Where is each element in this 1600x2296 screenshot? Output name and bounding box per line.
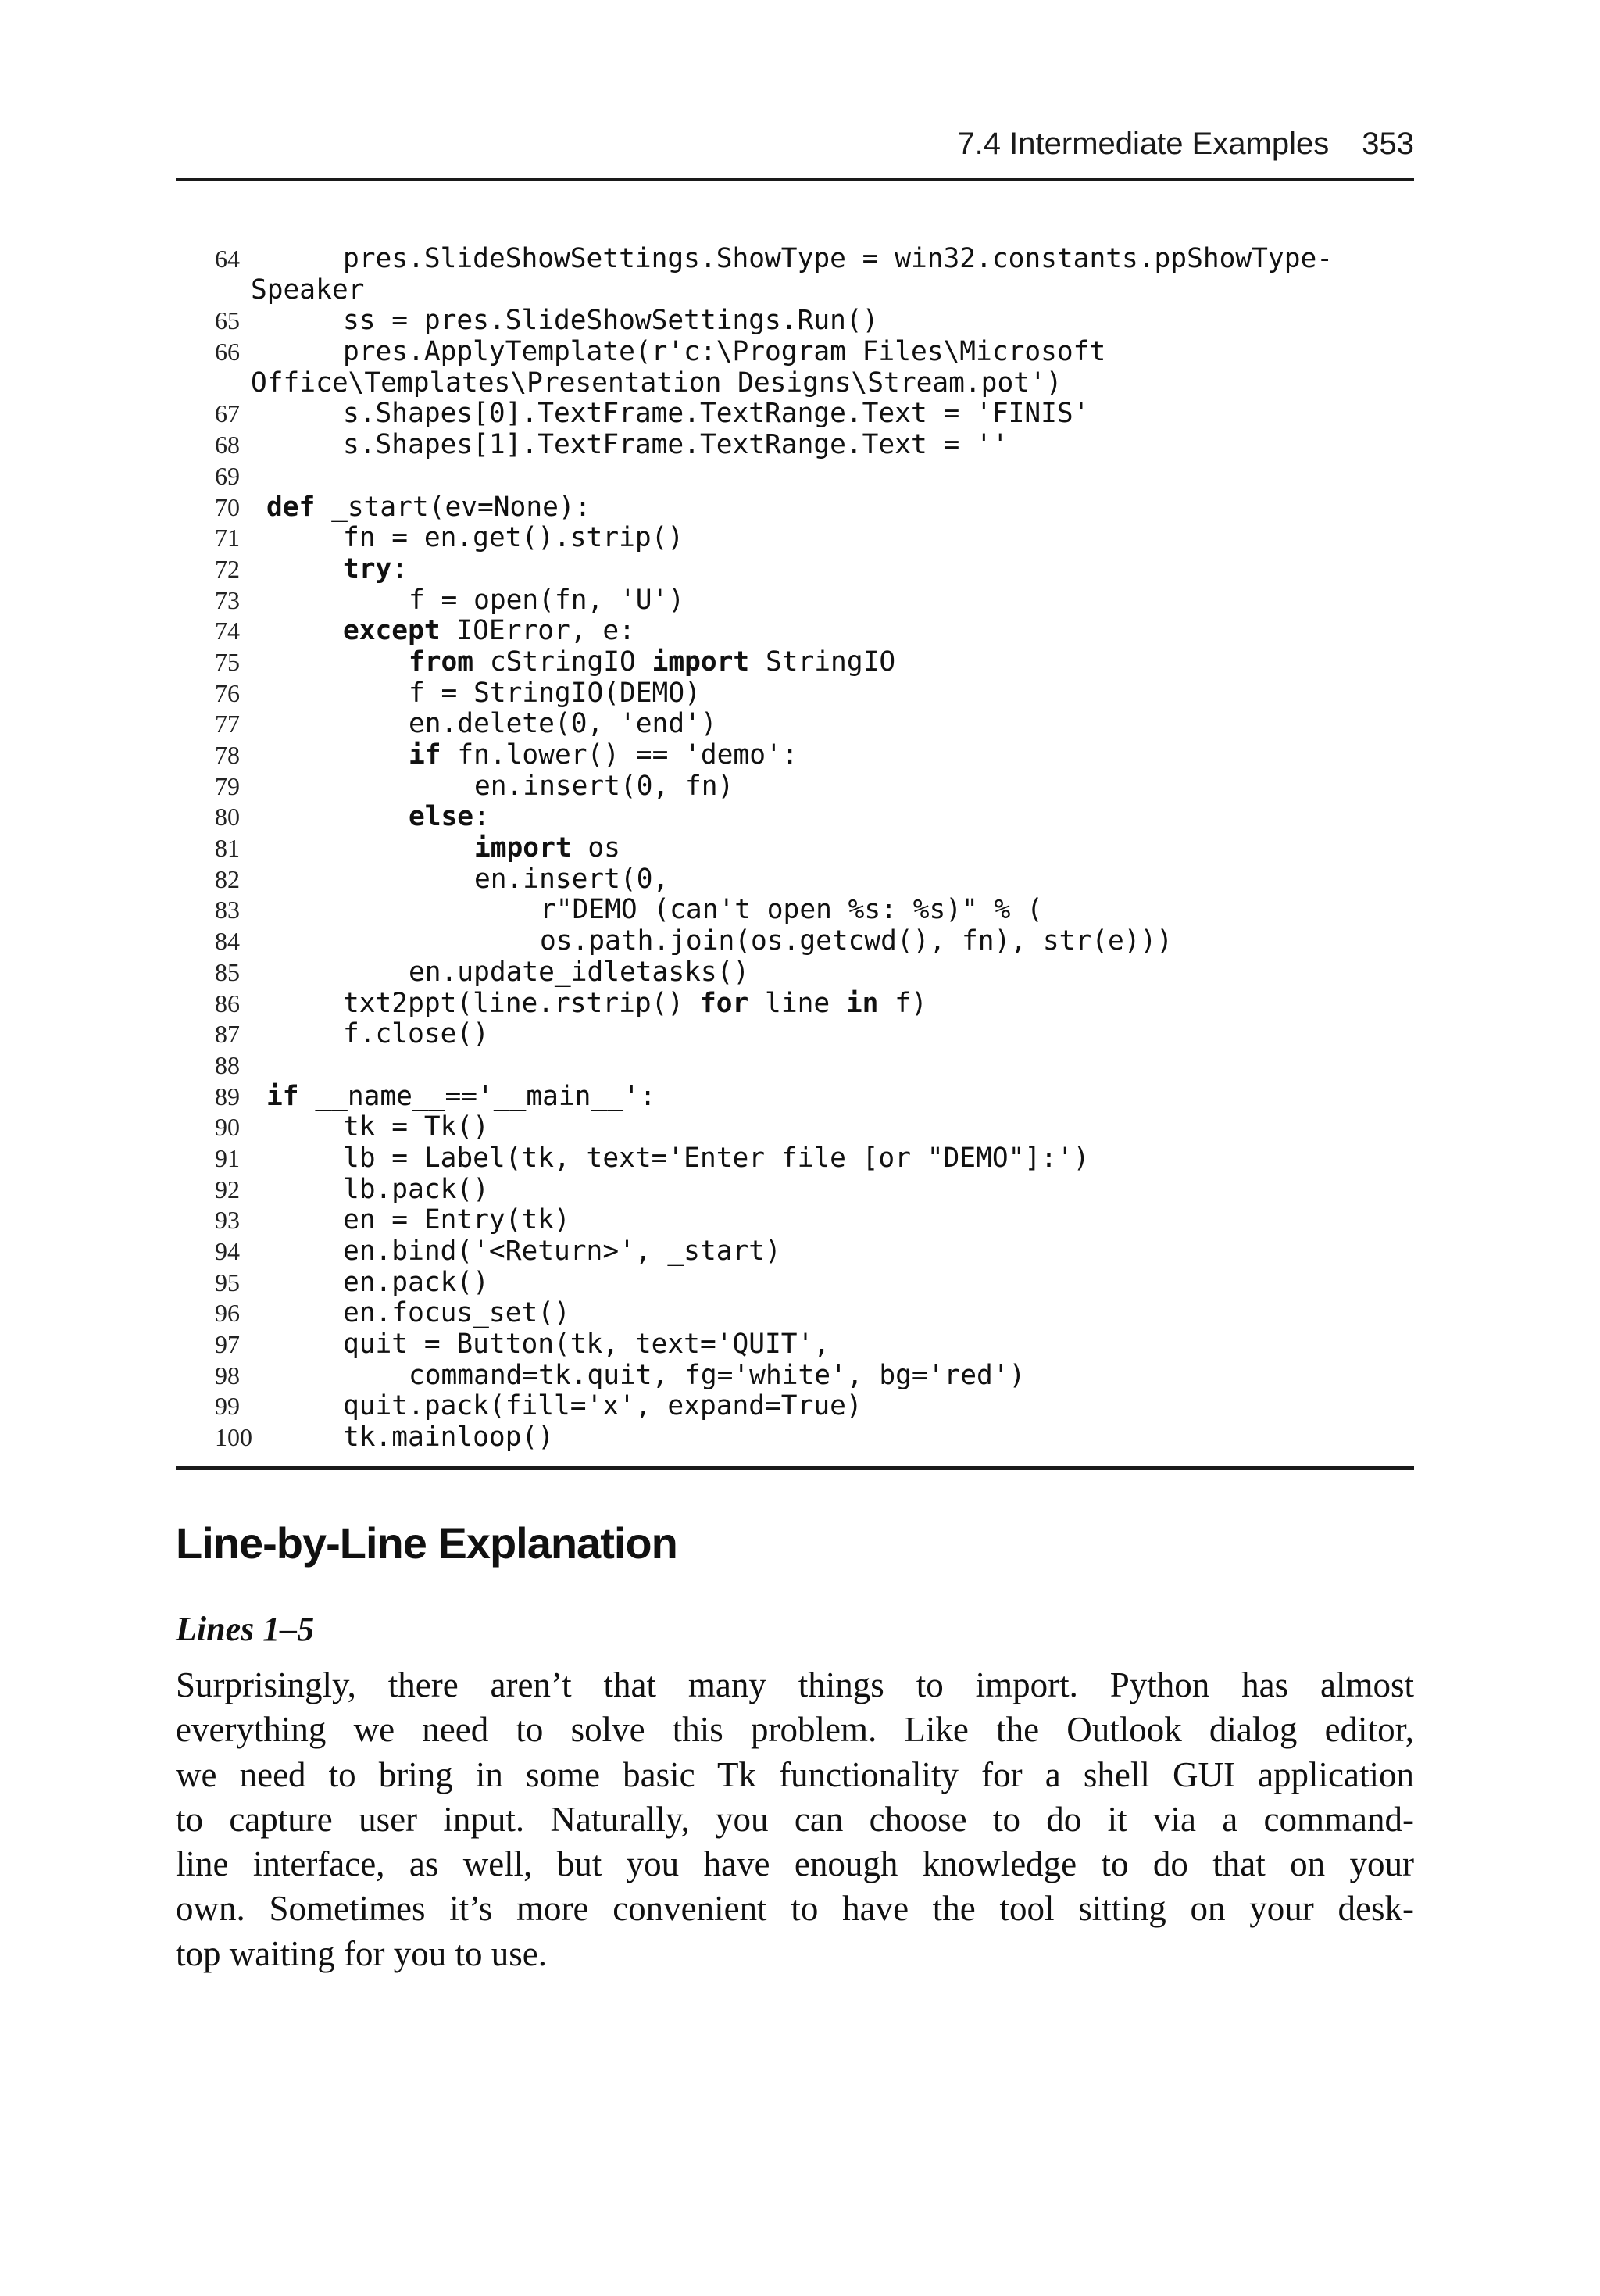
line-code: ss = pres.SlideShowSettings.Run() bbox=[343, 305, 879, 337]
body-line: everything we need to solve this problem. Like the Outlook dialog editor, bbox=[176, 1710, 1414, 1750]
line-code: en.delete(0, 'end') bbox=[409, 708, 717, 740]
body-line: we need to bring in some basic Tk functionality for a shell GUI application bbox=[176, 1754, 1414, 1794]
code-line bbox=[176, 1422, 1414, 1454]
line-code: en.insert(0, bbox=[474, 863, 670, 895]
line-code: en.update_idletasks() bbox=[409, 956, 750, 988]
line-code: quit.pack(fill='x', expand=True) bbox=[343, 1390, 862, 1422]
code-line bbox=[176, 1019, 1414, 1050]
code-line bbox=[176, 554, 1414, 585]
line-code: except IOError, e: bbox=[343, 615, 635, 647]
line-number: 78 bbox=[215, 741, 240, 769]
line-number: 94 bbox=[215, 1237, 240, 1265]
line-number: 82 bbox=[215, 864, 240, 893]
code-line bbox=[176, 1236, 1414, 1268]
line-number: 80 bbox=[215, 803, 240, 831]
line-code: else: bbox=[409, 801, 490, 833]
line-code: tk = Tk() bbox=[343, 1111, 489, 1143]
line-code: en.focus_set() bbox=[343, 1297, 570, 1329]
line-number: 65 bbox=[215, 306, 240, 335]
code-line bbox=[176, 1298, 1414, 1329]
line-number: 83 bbox=[215, 896, 240, 924]
line-number: 77 bbox=[215, 710, 240, 739]
code-line bbox=[176, 1143, 1414, 1175]
code-line bbox=[176, 709, 1414, 740]
code-line bbox=[176, 275, 1414, 306]
line-code: pres.ApplyTemplate(r'c:\Program Files\Microsoft bbox=[343, 336, 1106, 368]
code-line bbox=[176, 585, 1414, 617]
subsection-title: Lines 1–5 bbox=[176, 1610, 315, 1648]
line-code: if __name__=='__main__': bbox=[266, 1080, 656, 1112]
line-code: r"DEMO (can't open %s: %s)" % ( bbox=[540, 894, 1043, 926]
line-code: txt2ppt(line.rstrip() for line in f) bbox=[343, 987, 927, 1019]
line-code: s.Shapes[0].TextFrame.TextRange.Text = 'FINIS' bbox=[343, 398, 1090, 430]
code-line bbox=[176, 430, 1414, 461]
body-line: line interface, as well, but you have enough knowledge to do that on your bbox=[176, 1844, 1414, 1884]
code-line bbox=[176, 678, 1414, 710]
line-code: lb.pack() bbox=[343, 1173, 489, 1205]
line-number: 86 bbox=[215, 989, 240, 1017]
line-number: 79 bbox=[215, 771, 240, 800]
code-line bbox=[176, 833, 1414, 864]
code-line bbox=[176, 461, 1414, 492]
code-line bbox=[176, 802, 1414, 833]
code-line bbox=[176, 1361, 1414, 1392]
line-number: 96 bbox=[215, 1299, 240, 1328]
line-number: 68 bbox=[215, 431, 240, 460]
line-number: 71 bbox=[215, 524, 240, 553]
line-code: from cStringIO import StringIO bbox=[409, 646, 896, 678]
line-code: quit = Button(tk, text='QUIT', bbox=[343, 1329, 830, 1361]
line-number: 81 bbox=[215, 834, 240, 863]
line-number: 73 bbox=[215, 585, 240, 614]
body-line: to capture user input. Naturally, you can choose to do it via a command- bbox=[176, 1799, 1414, 1839]
code-line bbox=[176, 647, 1414, 678]
line-number: 93 bbox=[215, 1206, 240, 1235]
code-line bbox=[176, 244, 1414, 275]
line-number: 64 bbox=[215, 245, 240, 273]
line-code: lb = Label(tk, text='Enter file [or "DEMO"]:') bbox=[343, 1142, 1090, 1174]
line-code: pres.SlideShowSettings.ShowType = win32.constants.ppShowType- bbox=[343, 243, 1334, 274]
line-code: import os bbox=[474, 832, 620, 864]
line-number: 66 bbox=[215, 338, 240, 367]
line-number: 98 bbox=[215, 1361, 240, 1389]
line-code: f.close() bbox=[343, 1018, 489, 1050]
line-number: 95 bbox=[215, 1268, 240, 1296]
code-line bbox=[176, 368, 1414, 399]
line-code: fn = en.get().strip() bbox=[343, 522, 684, 554]
line-number: 92 bbox=[215, 1175, 240, 1203]
body-paragraph bbox=[176, 1663, 1414, 1976]
code-line bbox=[176, 1175, 1414, 1206]
code-line bbox=[176, 399, 1414, 430]
line-code: f = StringIO(DEMO) bbox=[409, 677, 701, 709]
line-code: os.path.join(os.getcwd(), fn), str(e))) bbox=[540, 925, 1173, 957]
line-number: 76 bbox=[215, 678, 240, 707]
code-line bbox=[176, 957, 1414, 989]
line-number: 87 bbox=[215, 1020, 240, 1049]
line-code: f = open(fn, 'U') bbox=[409, 584, 685, 616]
running-head-section: 7.4 Intermediate Examples bbox=[957, 127, 1330, 161]
code-line bbox=[176, 1329, 1414, 1361]
code-line bbox=[176, 492, 1414, 524]
code-line bbox=[176, 864, 1414, 896]
code-line bbox=[176, 337, 1414, 368]
code-line bbox=[176, 1050, 1414, 1082]
line-number: 88 bbox=[215, 1050, 240, 1079]
body-line: top waiting for you to use. bbox=[176, 1933, 547, 1973]
line-code: en.pack() bbox=[343, 1266, 489, 1298]
line-number: 74 bbox=[215, 617, 240, 646]
line-number: 99 bbox=[215, 1392, 240, 1421]
body-line: own. Sometimes it’s more convenient to have the tool sitting on your desk- bbox=[176, 1889, 1414, 1929]
code-line bbox=[176, 306, 1414, 337]
body-line: Surprisingly, there aren’t that many things to import. Python has almost bbox=[176, 1665, 1414, 1704]
line-code: Office\Templates\Presentation Designs\Stream.pot') bbox=[251, 367, 1062, 399]
line-number: 100 bbox=[215, 1423, 252, 1452]
code-line bbox=[176, 1112, 1414, 1143]
line-number: 85 bbox=[215, 957, 240, 986]
line-number: 89 bbox=[215, 1082, 240, 1110]
bottom-rule bbox=[176, 1466, 1414, 1470]
line-number: 75 bbox=[215, 647, 240, 676]
code-line bbox=[176, 740, 1414, 771]
code-line bbox=[176, 1082, 1414, 1113]
line-code: s.Shapes[1].TextFrame.TextRange.Text = '' bbox=[343, 429, 1009, 461]
code-line bbox=[176, 895, 1414, 926]
line-code: Speaker bbox=[251, 274, 365, 306]
line-code: en = Entry(tk) bbox=[343, 1204, 570, 1236]
code-line bbox=[176, 523, 1414, 554]
line-code: try: bbox=[343, 553, 409, 585]
line-code: en.insert(0, fn) bbox=[474, 770, 734, 802]
section-title: Line-by-Line Explanation bbox=[176, 1518, 677, 1568]
code-line bbox=[176, 1205, 1414, 1236]
running-head bbox=[176, 120, 1414, 167]
code-line bbox=[176, 1268, 1414, 1299]
code-line bbox=[176, 616, 1414, 647]
code-line bbox=[176, 771, 1414, 803]
line-number: 69 bbox=[215, 461, 240, 490]
line-number: 72 bbox=[215, 554, 240, 583]
line-number: 91 bbox=[215, 1143, 240, 1172]
line-number: 90 bbox=[215, 1113, 240, 1142]
page-number: 353 bbox=[1362, 127, 1414, 161]
line-number: 97 bbox=[215, 1330, 240, 1359]
code-listing bbox=[176, 244, 1414, 1454]
line-code: if fn.lower() == 'demo': bbox=[409, 739, 798, 771]
code-line bbox=[176, 926, 1414, 957]
top-rule bbox=[176, 178, 1414, 181]
line-number: 84 bbox=[215, 927, 240, 956]
line-code: def _start(ev=None): bbox=[266, 491, 591, 523]
line-code: tk.mainloop() bbox=[343, 1422, 555, 1454]
line-code: en.bind('<Return>', _start) bbox=[343, 1236, 781, 1267]
code-line bbox=[176, 1391, 1414, 1422]
line-number: 67 bbox=[215, 399, 240, 428]
code-line bbox=[176, 989, 1414, 1020]
line-code: command=tk.quit, fg='white', bg='red') bbox=[409, 1359, 1026, 1391]
line-number: 70 bbox=[215, 492, 240, 521]
